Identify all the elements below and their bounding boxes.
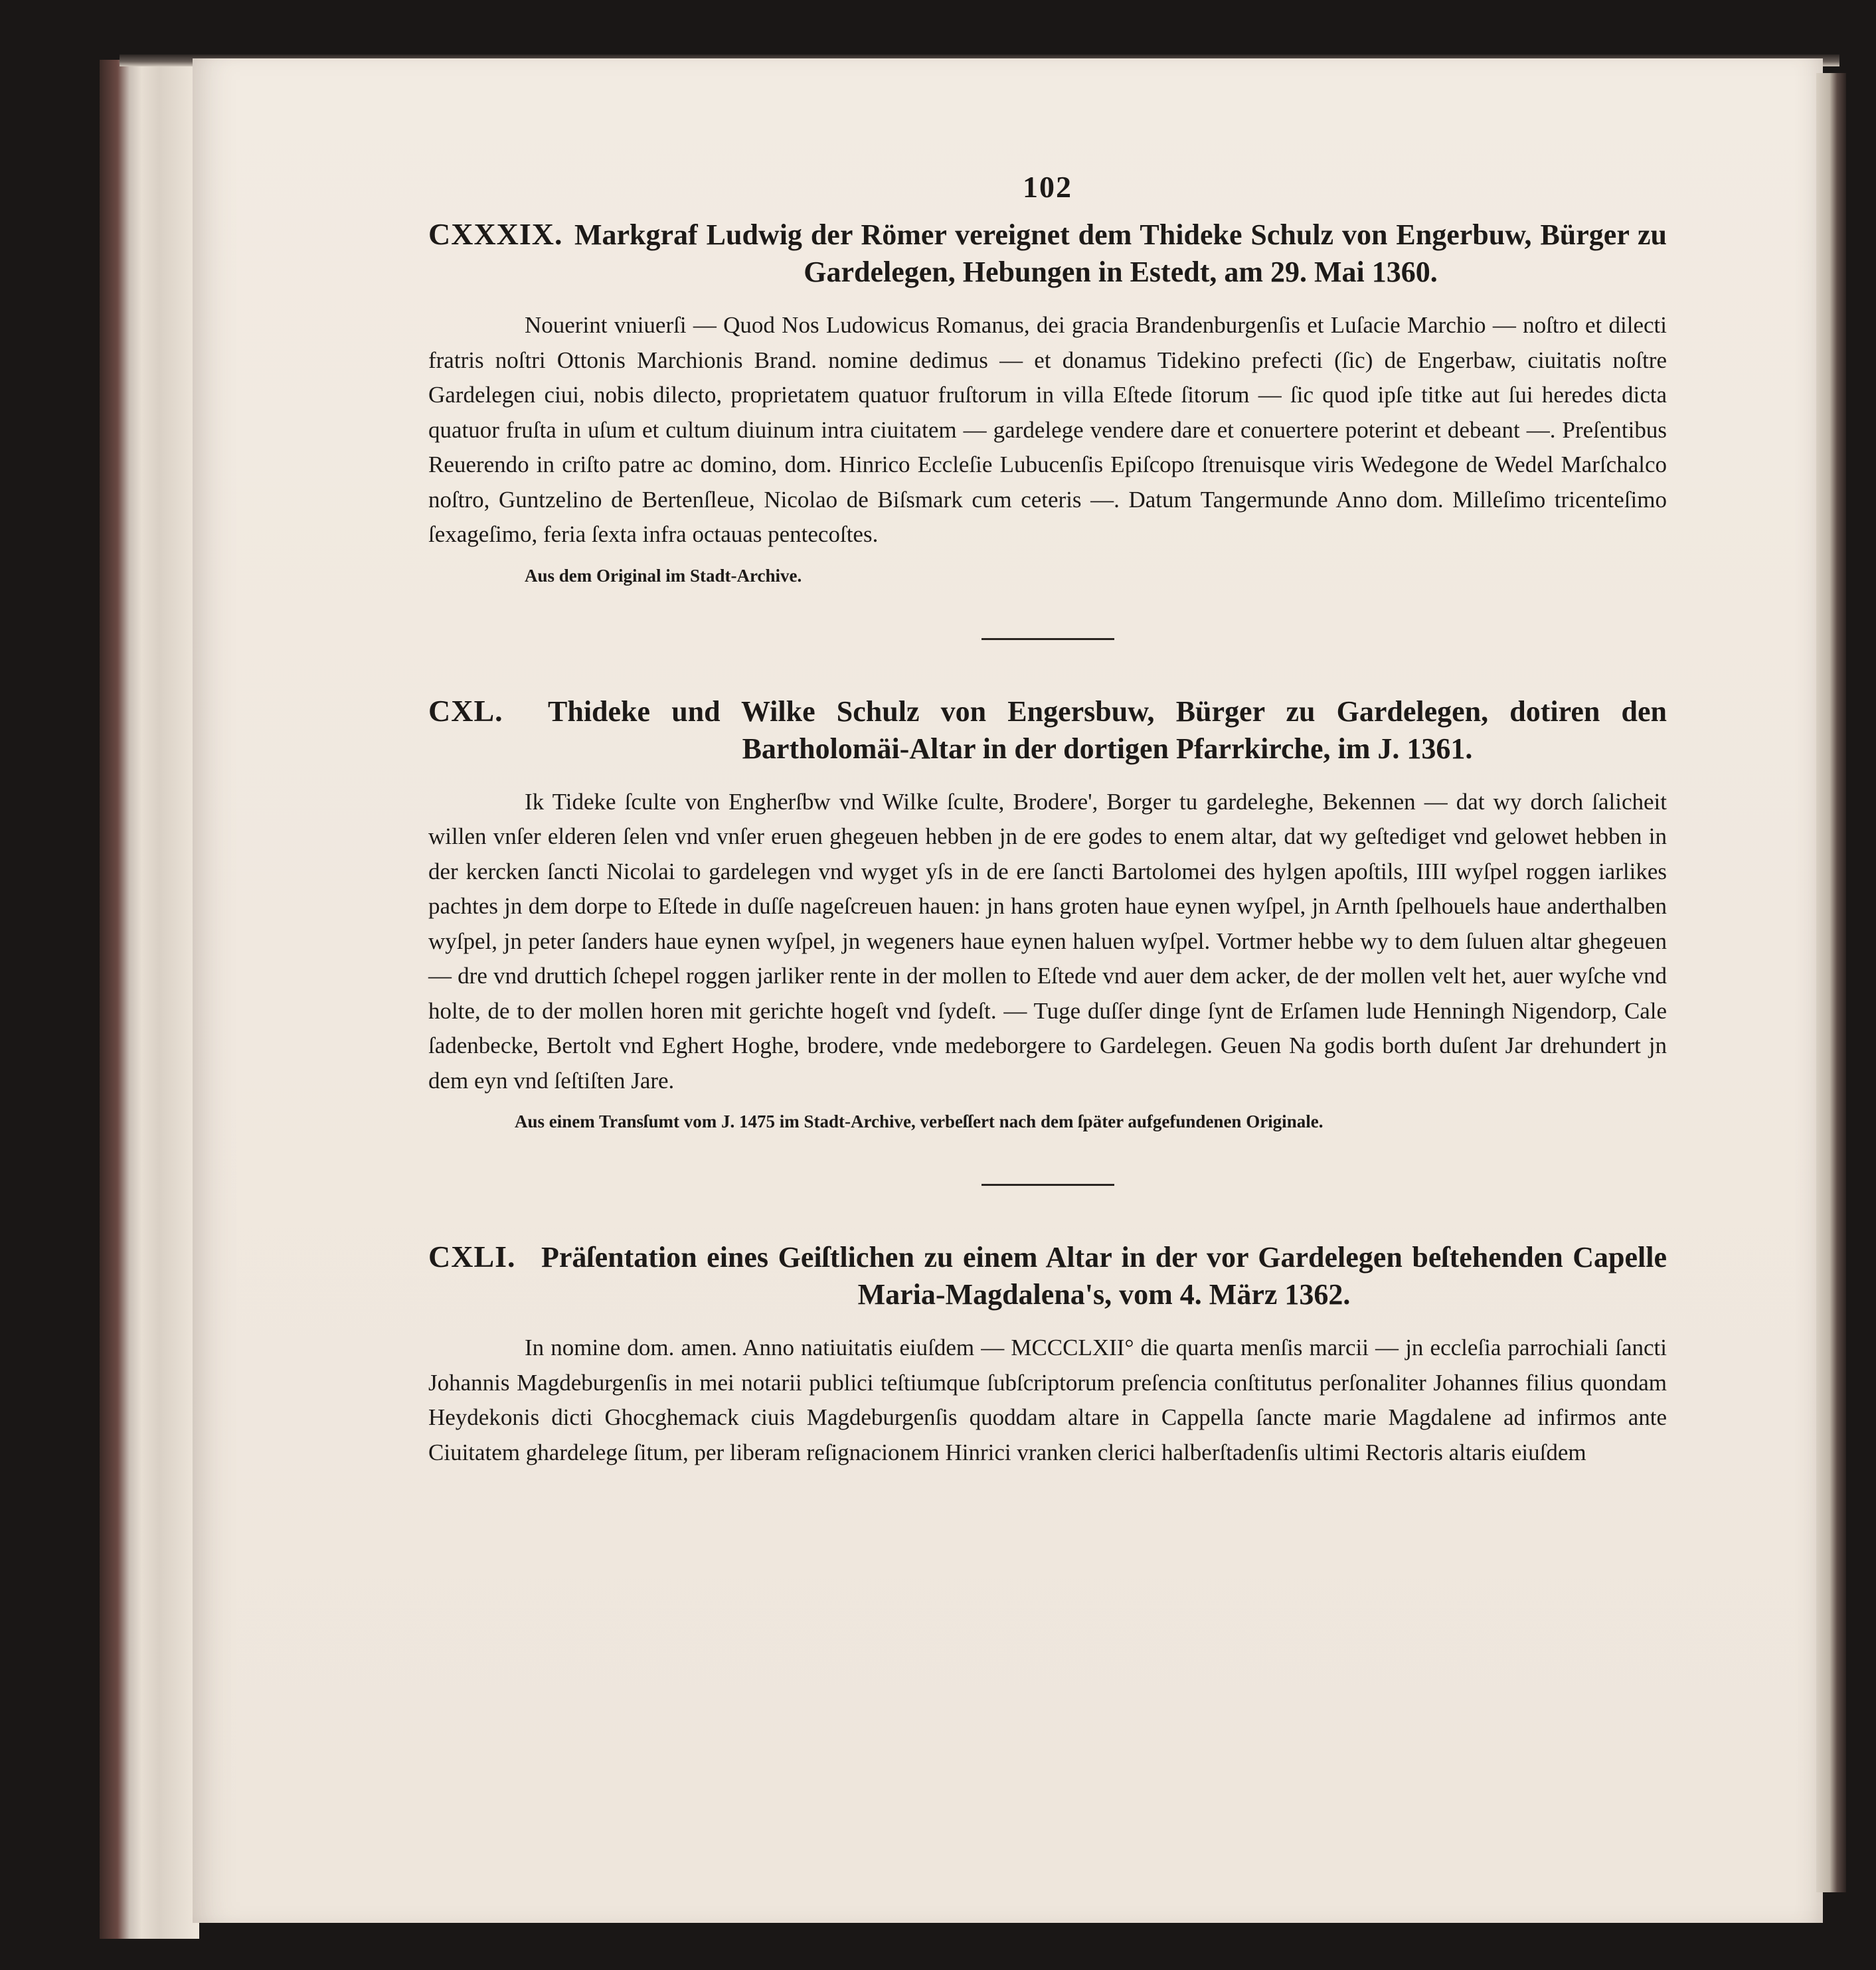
section-body [428,1331,1667,1470]
page-stack-edge [1816,73,1846,1892]
section-numeral: CXXXIX. [428,217,563,251]
section-heading-cxxxix [428,216,1667,291]
source-note: Aus einem Transſumt vom J. 1475 im Stadt-Archive, verbeſſert nach dem ſpäter aufgefundenen Originale. [515,1111,1323,1131]
book-spine [100,60,199,1939]
section-heading-cxli [428,1239,1667,1313]
section-title: Markgraf Ludwig der Römer vereignet dem Thideke Schulz von Engerbuw, Bürger zu Gardelegen, Hebungen in Estedt, am 29. Mai 1360. [574,218,1667,288]
section-body [428,785,1667,1099]
charter-text: In nomine dom. amen. Anno natiuitatis eiuſdem — MCCCLXII° die quarta menſis marcii — jn eccleſia parrochiali ſancti Johannis Magdeburgenſis in mei notarii publici teſtiumque ſubſcriptorum preſencia conſtitutus perſonaliter Johannes filius quondam Heydekonis dicti Ghocghemack ciuis Magdeburgenſis quoddam altare in Cappella ſancte marie Magdalene ad infirmos ante Ciuitatem ghardelege ſitum, per liberam reſignacionem Hinrici vranken clerici halberſtadenſis ultimi Rectoris altaris eiuſdem [428,1335,1667,1465]
page-number: 102 [1023,170,1072,204]
charter-text: Nouerint vniuerſi — Quod Nos Ludowicus Romanus, dei gracia Brandenburgenſis et Luſacie Marchio — noſtro et dilecti fratris noſtri Ottonis Marchionis Brand. nomine dedimus — et donamus Tidekino prefecti (ſic) de Engerbaw, ciuitatis noſtre Gardelegen ciui, nobis dilecto, proprietatem quatuor fruſtorum in villa Eſtede ſitorum — ſic quod ipſe titke aut ſui heredes dicta quatuor fruſta in uſum et cultum diuinum intra ciuitatem — gardelege vendere dare et conuertere poterint et debeant —. Preſentibus Reuerendo in criſto patre ac domino, dom. Hinrico Eccleſie Lubucenſis Epiſcopo ſtrenuisque viris Wedegone de Wedel Marſchalco noſtro, Guntzelino de Bertenſleue, Nicolao de Biſsmark cum ceteris —. Datum Tangermunde Anno dom. Milleſimo tricenteſimo ſexageſimo, feria ſexta infra octauas pentecoſtes. [428,312,1667,547]
section-heading-cxl [428,693,1667,768]
section-title: Präſentation eines Geiſtlichen zu einem Altar in der vor Gardelegen beſtehenden Capelle Maria-Magdalena's, vom 4. März 1362. [541,1241,1667,1311]
page-content [428,169,1667,1470]
section-title: Thideke und Wilke Schulz von Engersbuw, Bürger zu Gardelegen, dotiren den Bartholomäi-Altar in der dortigen Pfarrkirche, im J. 1361. [548,695,1667,765]
section-body [428,308,1667,552]
section-numeral: CXLI. [428,1240,516,1273]
section-divider [981,638,1114,640]
section-divider [981,1184,1114,1186]
source-note: Aus dem Original im Stadt-Archive. [525,565,802,586]
charter-text: Ik Tideke ſculte von Engherſbw vnd Wilke ſculte, Brodere', Borger tu gardeleghe, Bekennen — dat wy dorch ſalicheit willen vnſer elderen ſelen vnd vnſer eruen ghegeuen hebben jn de ere godes to enem altar, dat wy geſtediget vnd gelowet hebben in der kercken ſancti Nicolai to gardelegen vnd wyget yſs in de ere ſancti Bartolomei des hylgen apoſtils, IIII wyſpel roggen iarlikes pachtes jn dem dorpe to Eſtede in duſſe nageſcreuen hauen: jn hans groten haue eynen wyſpel, jn Arnth ſpelhouels haue anderthalben wyſpel, jn peter ſanders haue eynen wyſpel, jn wegeners haue eynen haluen wyſpel. Vortmer hebbe wy to dem ſuluen altar ghegeuen — dre vnd druttich ſchepel roggen jarliker rente in der mollen to Eſtede vnd auer dem acker, de der mollen velt het, auer wyſche vnd holte, de to der mollen horen mit gerichte hogeſt vnd ſydeſt. — Tuge duſſer dinge ſynt de Erſamen lude Henningh Nigendorp, Cale ſadenbecke, Bertolt vnd Eghert Hoghe, brodere, vnde medeborgere to Gardelegen. Geuen Na godis borth duſent Jar drehundert jn dem eyn vnd ſeſtiſten Jare. [428,788,1667,1094]
section-numeral: CXL. [428,693,503,728]
